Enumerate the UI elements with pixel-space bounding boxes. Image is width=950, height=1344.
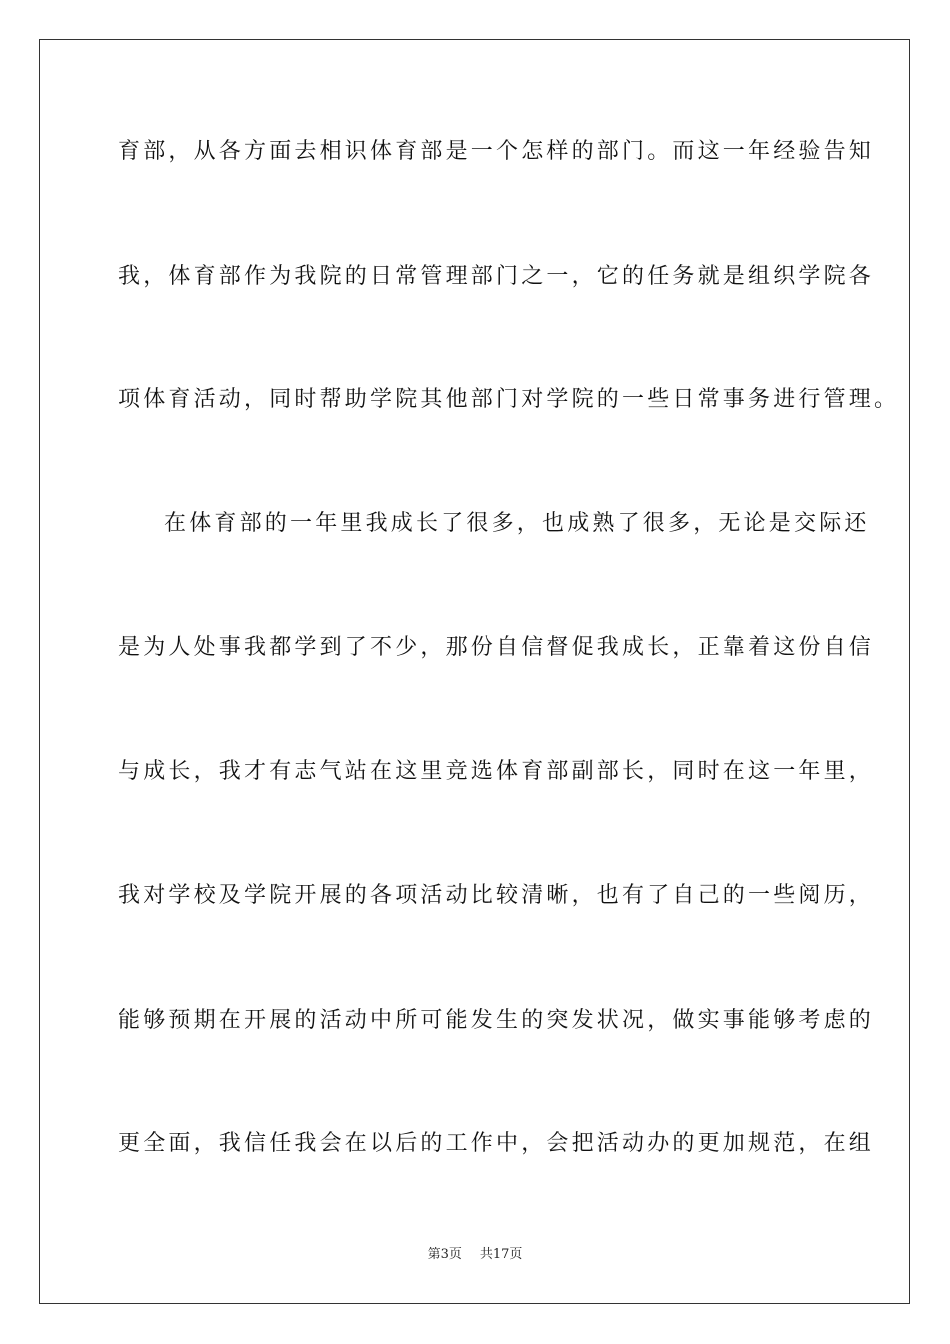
total-pages: 共17页 [479,1247,523,1262]
page-border [39,39,910,1304]
text-line-5: 是为人处事我都学到了不少，那份自信督促我成长，正靠着这份自信 [118,635,875,660]
text-line-9: 更全面，我信任我会在以后的工作中，会把活动办的更加规范，在组 [118,1131,875,1156]
text-line-6: 与成长，我才有志气站在这里竞选体育部副部长，同时在这一年里， [118,759,875,784]
text-line-8: 能够预期在开展的活动中所可能发生的突发状况，做实事能够考虑的 [118,1008,875,1033]
text-line-3: 项体育活动，同时帮助学院其他部门对学院的一些日常事务进行管理。 [118,387,900,412]
text-line-4-paragraph-start: 在体育部的一年里我成长了很多，也成熟了很多，无论是交际还 [164,511,870,536]
text-line-7: 我对学校及学院开展的各项活动比较清晰，也有了自己的一些阅历， [118,883,875,908]
page-footer [0,1246,950,1264]
page-number: 第3页 [427,1247,462,1262]
text-line-1: 育部，从各方面去相识体育部是一个怎样的部门。而这一年经验告知 [118,139,875,164]
text-line-2: 我，体育部作为我院的日常管理部门之一，它的任务就是组织学院各 [118,264,875,289]
